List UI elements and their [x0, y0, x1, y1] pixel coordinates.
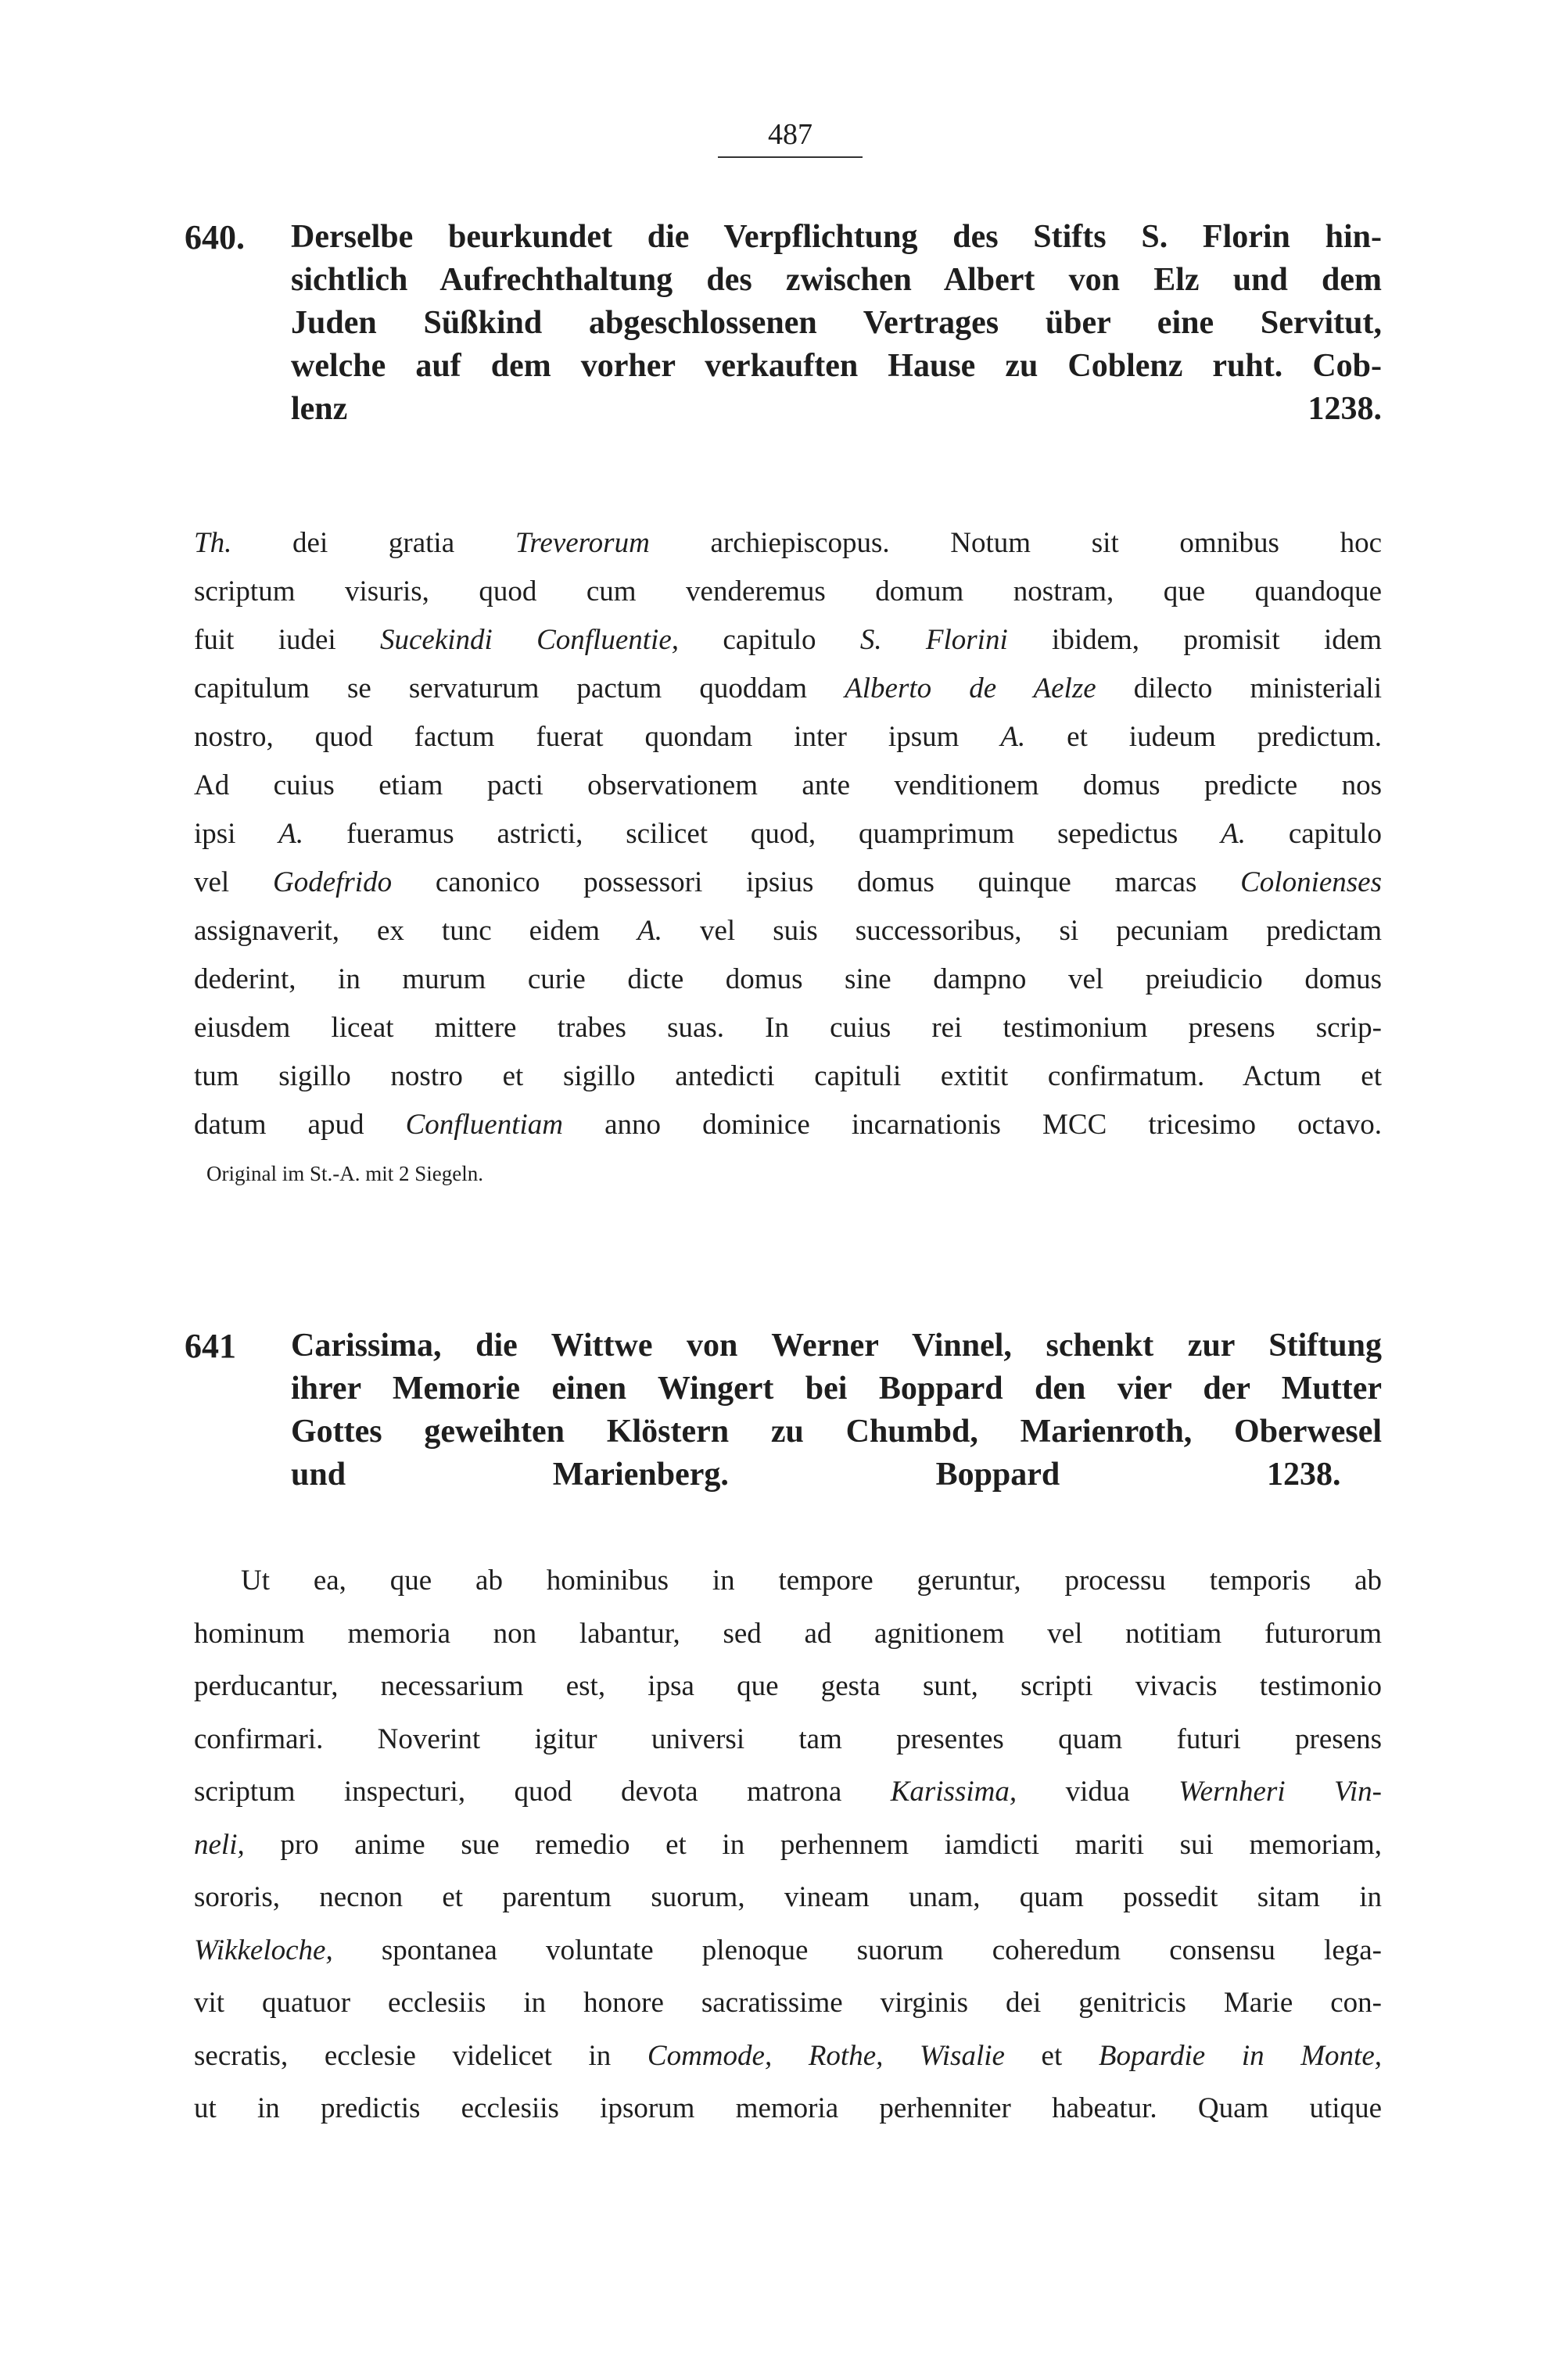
text-segment: dederint, in murum curie dicte domus sine dampno vel preiudicio domus — [194, 963, 1382, 995]
text-line — [194, 907, 1382, 955]
text-segment: tum sigillo nostro et sigillo antedicti capituli extitit confirmatum. Actum et — [194, 1060, 1382, 1092]
italic-segment: Th. — [194, 527, 232, 559]
text-line — [194, 762, 1382, 810]
text-line — [291, 1324, 1382, 1367]
text-segment: ipsi — [194, 818, 279, 850]
text-segment: capitulum se servaturum pactum quoddam — [194, 672, 845, 704]
text-line — [194, 1660, 1382, 1713]
text-line — [194, 1871, 1382, 1924]
text-segment: et iudeum predictum. — [1025, 721, 1382, 753]
text-line — [194, 616, 1382, 665]
text-segment: vit quatuor ecclesiis in honore sacratissime virginis dei genitricis Marie con- — [194, 1987, 1382, 2019]
italic-segment: A. — [1221, 818, 1246, 850]
text-line — [194, 1977, 1382, 2030]
text-line — [291, 1367, 1382, 1410]
text-line — [194, 1004, 1382, 1052]
entry-heading — [291, 216, 1382, 431]
text-line — [194, 1765, 1382, 1819]
text-segment: anno dominice incarnationis MCC tricesimo octavo. — [563, 1109, 1383, 1141]
text-segment: sororis, necnon et parentum suorum, vineam unam, quam possedit sitam in — [194, 1881, 1382, 1913]
text-line — [194, 1554, 1382, 1608]
text-segment: scriptum inspecturi, quod devota matrona — [194, 1776, 891, 1808]
text-line — [194, 1052, 1382, 1101]
text-line — [194, 568, 1382, 616]
text-segment: dilecto ministeriali — [1096, 672, 1382, 704]
text-line — [291, 302, 1382, 345]
text-line — [194, 2082, 1382, 2135]
text-line — [194, 2030, 1382, 2083]
text-segment: secratis, ecclesie videlicet in — [194, 2039, 647, 2072]
text-segment: ihrer Memorie einen Wingert bei Boppard den vier der Mutter — [291, 1371, 1382, 1407]
text-segment: Juden Süßkind abgeschlossenen Vertrages über eine Servitut, — [291, 305, 1382, 341]
text-segment: ut in predictis ecclesiis ipsorum memoria perhenniter habeatur. Quam utique — [194, 2092, 1382, 2124]
text-segment: Ad cuius etiam pacti observationem ante venditionem domus predicte nos — [194, 769, 1382, 801]
page-number-rule — [718, 156, 863, 158]
text-segment: eiusdem liceat mittere trabes suas. In cuius rei testimonium presens scrip- — [194, 1012, 1382, 1044]
text-line — [291, 1410, 1382, 1453]
text-segment: dei gratia — [231, 527, 515, 559]
text-segment: lenz 1238. — [291, 391, 1382, 427]
text-segment: ibidem, promisit idem — [1007, 624, 1382, 656]
text-segment: vel suis successoribus, si pecuniam predictam — [662, 915, 1382, 947]
italic-segment: Wernheri Vin- — [1178, 1776, 1383, 1808]
italic-segment: Alberto de Aelze — [845, 672, 1096, 704]
text-segment: et — [1004, 2039, 1099, 2072]
italic-segment: Godefrido — [272, 866, 393, 898]
text-segment: fuit iudei — [194, 624, 380, 656]
italic-segment: neli, — [194, 1828, 245, 1861]
text-line — [194, 1924, 1382, 1977]
text-segment: capitulo — [1245, 818, 1383, 850]
text-segment: hominum memoria non labantur, sed ad agnitionem vel notitiam futurorum — [194, 1617, 1382, 1650]
text-segment: vidua — [1017, 1776, 1179, 1808]
italic-segment: S. Florini — [859, 624, 1008, 656]
text-line — [194, 1819, 1382, 1872]
text-segment: welche auf dem vorher verkauften Hause zu Coblenz ruht. Cob- — [291, 348, 1382, 384]
italic-segment: Wikkeloche, — [194, 1934, 333, 1966]
text-segment: confirmari. Noverint igitur universi tam presentes quam futuri presens — [194, 1722, 1382, 1755]
text-line — [194, 810, 1382, 858]
italic-segment: Confluentiam — [405, 1109, 564, 1141]
text-segment: scriptum visuris, quod cum venderemus domum nostram, que quandoque — [194, 575, 1382, 608]
text-segment: capitulo — [679, 624, 860, 656]
text-segment: sichtlich Aufrechthaltung des zwischen Albert von Elz und dem — [291, 262, 1382, 298]
text-segment: fueramus astricti, scilicet quod, quamprimum sepedictus — [303, 818, 1221, 850]
text-segment: Derselbe beurkundet die Verpflichtung des Stifts S. Florin hin- — [291, 219, 1382, 255]
text-segment: pro anime sue remedio et in perhennem iamdicti mariti sui memoriam, — [244, 1828, 1382, 1861]
text-line — [194, 858, 1382, 907]
italic-segment: Karissima, — [890, 1776, 1017, 1808]
text-line — [194, 519, 1382, 568]
text-segment: spontanea voluntate plenoque suorum coheredum consensu lega- — [332, 1934, 1382, 1966]
text-line — [194, 955, 1382, 1004]
text-segment: perducantur, necessarium est, ipsa que gesta sunt, scripti vivacis testimonio — [194, 1670, 1382, 1702]
source-note: Original im St.-A. mit 2 Siegeln. — [206, 1162, 483, 1185]
entry-text — [194, 519, 1382, 1149]
text-segment: und Marienberg. Boppard 1238. — [291, 1457, 1382, 1493]
text-segment: canonico possessori ipsius domus quinque marcas — [392, 866, 1241, 898]
italic-segment: Treverorum — [515, 527, 650, 559]
page-number: 487 — [768, 118, 812, 151]
text-segment: archiepiscopus. Notum sit omnibus hoc — [649, 527, 1382, 559]
italic-segment: Bopardie in Monte, — [1098, 2039, 1382, 2072]
text-line — [194, 1608, 1382, 1661]
italic-segment: A. — [278, 818, 304, 850]
text-line — [194, 713, 1382, 762]
italic-segment: A. — [1000, 721, 1026, 753]
text-line — [194, 1713, 1382, 1766]
text-line — [291, 345, 1382, 388]
entry-text — [194, 1554, 1382, 2135]
text-segment: vel — [194, 866, 273, 898]
text-line — [291, 388, 1382, 431]
text-line — [291, 1453, 1382, 1496]
text-segment: Carissima, die Wittwe von Werner Vinnel, schenkt zur Stiftung — [291, 1328, 1382, 1364]
text-segment: Gottes geweihten Klöstern zu Chumbd, Marienroth, Oberwesel — [291, 1414, 1382, 1450]
italic-segment: A. — [637, 915, 662, 947]
text-line — [194, 665, 1382, 713]
italic-segment: Commode, Rothe, Wisalie — [647, 2039, 1005, 2072]
italic-segment: Colonienses — [1240, 866, 1382, 898]
text-segment: nostro, quod factum fuerat quondam inter ipsum — [194, 721, 1001, 753]
entry-number: 640. — [185, 218, 245, 256]
text-segment: assignaverit, ex tunc eidem — [194, 915, 638, 947]
text-segment: datum apud — [194, 1109, 406, 1141]
italic-segment: Sucekindi Confluentie, — [379, 624, 680, 656]
text-line — [291, 259, 1382, 302]
text-line — [291, 216, 1382, 259]
text-segment: Ut ea, que ab hominibus in tempore geruntur, processu temporis ab — [241, 1565, 1382, 1597]
text-line — [194, 1101, 1382, 1149]
entry-heading — [291, 1324, 1382, 1496]
entry-number: 641 — [185, 1327, 236, 1365]
